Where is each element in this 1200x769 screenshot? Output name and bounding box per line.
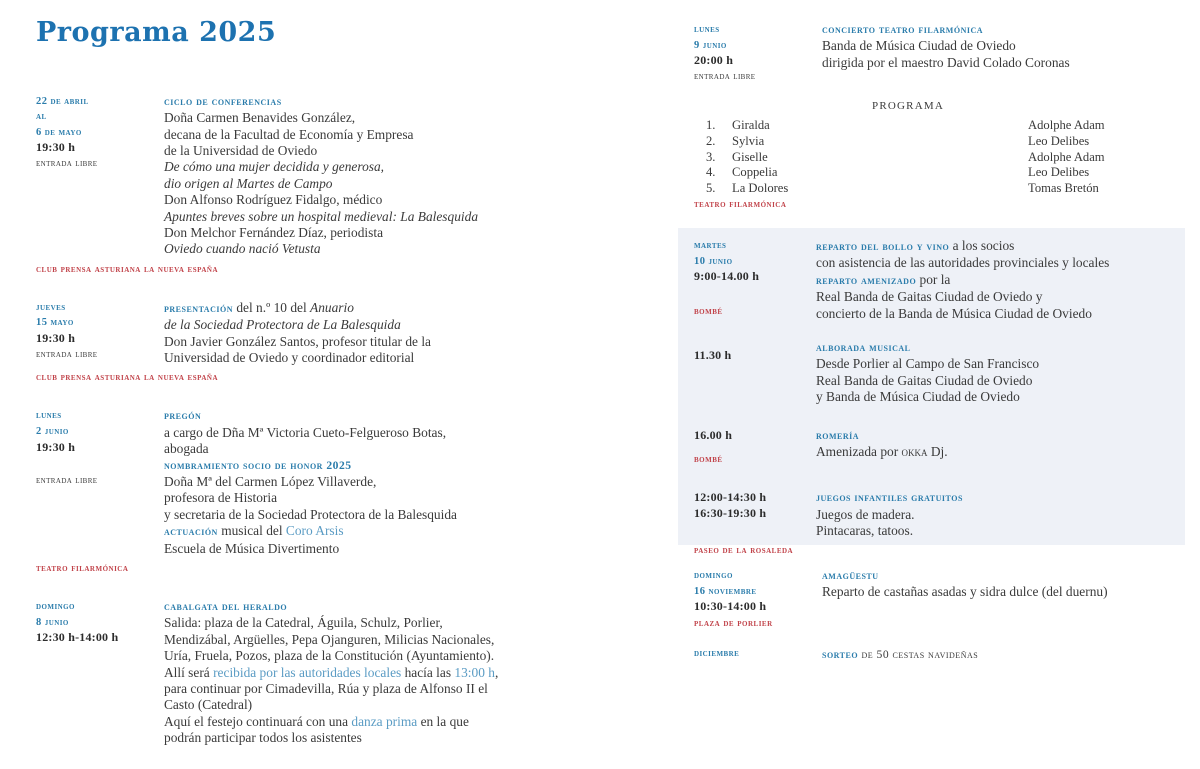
venue-label: club prensa asturiana la nueva españa bbox=[36, 263, 219, 275]
list-item bbox=[706, 165, 1174, 181]
event-detail: Doña Mª del Carmen López Villaverde, bbox=[164, 474, 377, 489]
entry-row bbox=[694, 22, 1174, 84]
entry-when bbox=[36, 300, 164, 362]
list-item bbox=[706, 181, 1174, 197]
event-heading: presentación bbox=[164, 301, 233, 315]
date-line: jueves bbox=[36, 301, 66, 313]
list-item bbox=[706, 118, 1174, 134]
event-heading: reparto del bollo y vino bbox=[816, 240, 950, 253]
page-title: Programa 2025 bbox=[36, 17, 277, 48]
event-heading-rest: de 50 cestas navideñas bbox=[858, 647, 979, 661]
event-detail: Mendizábal, Argüelles, Pepa Ojanguren, Milicias Nacionales, bbox=[164, 631, 495, 647]
event-block-concierto-filarmonica bbox=[694, 22, 1174, 213]
event-heading: alborada musical bbox=[816, 341, 911, 355]
event-detail: abogada bbox=[164, 441, 209, 457]
entry-row bbox=[694, 646, 1174, 663]
date-line: 6 de mayo bbox=[36, 126, 82, 138]
entry-row bbox=[694, 428, 1188, 469]
actuacion-label: actuación bbox=[164, 525, 218, 539]
entry-row bbox=[36, 300, 636, 367]
entry-what bbox=[164, 408, 636, 557]
event-detail: podrán participar todos los asistentes bbox=[164, 730, 362, 746]
entry-when bbox=[694, 646, 822, 662]
entry-when bbox=[36, 408, 164, 488]
event-detail: dirigida por el maestro David Colado Coronas bbox=[822, 54, 1070, 70]
spacer bbox=[694, 472, 1188, 490]
entry-free-label: entrada libre bbox=[694, 70, 756, 82]
date-line: 2 junio bbox=[36, 425, 69, 437]
event-detail: con asistencia de las autoridades provinciales y locales bbox=[816, 255, 1110, 271]
spacer bbox=[694, 285, 816, 303]
event-detail-mixed bbox=[164, 714, 636, 730]
item-number: 4. bbox=[706, 165, 716, 180]
date-line: 15 mayo bbox=[36, 317, 74, 329]
detail-part: Dj. bbox=[927, 444, 948, 460]
time-line: 9:00-14.00 h bbox=[694, 269, 760, 284]
item-composer: Leo Delibes bbox=[1028, 165, 1090, 180]
event-heading-rest: a los socios bbox=[949, 238, 1015, 253]
entry-when bbox=[694, 428, 816, 469]
time-line: 11.30 h bbox=[694, 348, 732, 363]
event-block-pregon bbox=[36, 408, 636, 577]
event-detail: Doña Carmen Benavides González, bbox=[164, 110, 356, 126]
item-work: Sylvia bbox=[732, 133, 765, 148]
event-detail-italic: de la Sociedad Protectora de La Balesquida bbox=[164, 317, 401, 333]
event-detail: Uría, Fruela, Pozos, plaza de la Constitución (Ayuntamiento). bbox=[164, 648, 495, 664]
time-line: 19:30 h bbox=[36, 140, 76, 155]
spacer bbox=[694, 410, 1188, 428]
event-block-alborada-musical bbox=[694, 340, 1188, 406]
date-line: al bbox=[36, 111, 47, 123]
spacer bbox=[694, 326, 1188, 340]
event-block-juegos-infantiles bbox=[694, 490, 1188, 559]
entry-row bbox=[694, 490, 1188, 539]
time-line: 12:30 h-14:00 h bbox=[36, 630, 119, 645]
event-block-sorteo-diciembre bbox=[694, 646, 1174, 663]
event-block-cabalgata-heraldo bbox=[36, 599, 636, 747]
event-detail-mixed bbox=[816, 444, 1188, 460]
entry-when bbox=[36, 94, 164, 172]
date-line: 9 junio bbox=[694, 39, 727, 51]
event-detail: Don Melchor Fernández Díaz, periodista bbox=[164, 224, 384, 240]
date-line: diciembre bbox=[694, 647, 740, 659]
entry-what bbox=[822, 22, 1174, 71]
venue-label: bombé bbox=[694, 305, 723, 317]
event-detail-italic: Oviedo cuando nació Vetusta bbox=[164, 241, 321, 257]
event-heading: ciclo de conferencias bbox=[164, 94, 282, 108]
time-line: 19:30 h bbox=[36, 330, 76, 345]
entry-free-label: entrada libre bbox=[36, 158, 98, 170]
event-detail: Don Alfonso Rodríguez Fidalgo, médico bbox=[164, 192, 383, 208]
entry-what bbox=[816, 428, 1188, 461]
item-work: Coppelia bbox=[732, 165, 778, 180]
entry-row bbox=[694, 568, 1174, 632]
item-work: Giralda bbox=[732, 118, 770, 133]
event-heading-mixed bbox=[822, 646, 1174, 663]
event-heading: amagüestu bbox=[822, 569, 879, 582]
detail-part: Amenizada por bbox=[816, 444, 902, 460]
entry-what bbox=[164, 300, 636, 367]
event-detail: Juegos de madera. bbox=[816, 506, 915, 522]
event-detail: Desde Porlier al Campo de San Francisco bbox=[816, 356, 1040, 372]
event-heading: pregón bbox=[164, 409, 202, 423]
event-detail: Universidad de Oviedo y coordinador editorial bbox=[164, 349, 415, 365]
event-detail: Real Banda de Gaitas Ciudad de Oviedo y bbox=[816, 289, 1043, 305]
entry-what bbox=[816, 340, 1188, 406]
event-detail-actuacion bbox=[164, 523, 636, 540]
event-detail: de la Universidad de Oviedo bbox=[164, 142, 318, 158]
venue-label: paseo de la rosaleda bbox=[694, 545, 794, 557]
event-detail: Don Javier González Santos, profesor titular de la bbox=[164, 333, 431, 349]
event-detail: y Banda de Música Ciudad de Oviedo bbox=[816, 389, 1020, 405]
entry-when bbox=[36, 599, 164, 646]
spacer bbox=[694, 443, 816, 451]
programa-label: PROGRAMA bbox=[872, 100, 944, 113]
danza-prima-highlight: danza prima bbox=[351, 713, 418, 729]
event-detail: Real Banda de Gaitas Ciudad de Oviedo bbox=[816, 372, 1033, 388]
date-line: lunes bbox=[36, 410, 62, 422]
entry-what bbox=[816, 490, 1188, 539]
entry-what bbox=[164, 599, 636, 747]
event-detail: concierto de la Banda de Música Ciudad de Oviedo bbox=[816, 305, 1092, 321]
entry-when bbox=[694, 490, 816, 521]
item-composer: Adolphe Adam bbox=[1028, 149, 1105, 164]
date-line: domingo bbox=[694, 570, 733, 581]
event-detail: para continuar por Cimadevilla, Rúa y plaza de Alfonso II el bbox=[164, 681, 488, 697]
event-block-ciclo-conferencias bbox=[36, 94, 636, 278]
event-block-amaguestu bbox=[694, 568, 1174, 632]
event-detail: Reparto de castañas asadas y sidra dulce (del duernu) bbox=[822, 584, 1108, 600]
event-detail-italic: dio origen al Martes de Campo bbox=[164, 175, 333, 191]
entry-what bbox=[164, 94, 636, 258]
event-heading: romería bbox=[816, 428, 860, 442]
date-line: 22 de abril bbox=[36, 95, 89, 107]
right-column-lower bbox=[694, 568, 1174, 677]
event-heading: cabalgata del heraldo bbox=[164, 600, 288, 614]
event-detail: Banda de Música Ciudad de Oviedo bbox=[822, 38, 1016, 54]
entry-row bbox=[36, 599, 636, 747]
entry-what bbox=[822, 568, 1174, 601]
event-block-romeria bbox=[694, 428, 1188, 469]
event-detail: profesora de Historia bbox=[164, 490, 278, 506]
date-line: 10 junio bbox=[694, 255, 733, 267]
time-line: 10:30-14:00 h bbox=[694, 599, 767, 614]
detail-part: hacía las bbox=[401, 664, 455, 680]
event-heading-mixed bbox=[164, 300, 636, 317]
entry-free-label: entrada libre bbox=[36, 475, 98, 487]
entry-when bbox=[694, 238, 816, 320]
event-heading-secondary: reparto amenizado bbox=[816, 273, 917, 287]
entry-row bbox=[36, 94, 636, 258]
item-number: 1. bbox=[706, 118, 716, 133]
entry-when bbox=[694, 22, 822, 84]
date-line: 8 junio bbox=[36, 616, 69, 628]
item-number: 3. bbox=[706, 149, 716, 164]
event-heading-italic: Anuario bbox=[310, 299, 354, 315]
event-detail: Escuela de Música Divertimento bbox=[164, 540, 340, 556]
dj-name: okka bbox=[901, 445, 928, 460]
right-column bbox=[694, 22, 1174, 227]
date-line: domingo bbox=[36, 601, 75, 613]
event-detail-mixed bbox=[164, 665, 636, 681]
event-heading: juegos infantiles gratuitos bbox=[816, 491, 963, 505]
event-block-presentacion-anuario bbox=[36, 300, 636, 387]
detail-part: , bbox=[494, 664, 499, 680]
item-work: Giselle bbox=[732, 149, 768, 164]
time-line: 20:00 h bbox=[694, 53, 734, 68]
venue-label: teatro filarmónica bbox=[36, 563, 129, 575]
event-detail: Pintacaras, tatoos. bbox=[816, 523, 914, 539]
event-detail: Casto (Catedral) bbox=[164, 697, 253, 713]
event-heading-secondary: nombramiento socio de honor 2025 bbox=[164, 458, 352, 472]
actuacion-mid: musical del bbox=[217, 523, 286, 539]
event-detail-italic: De cómo una mujer decidida y generosa, bbox=[164, 159, 385, 175]
left-column bbox=[36, 18, 636, 769]
autoridades-highlight: recibida por las autoridades locales bbox=[213, 664, 402, 680]
event-heading: sorteo bbox=[822, 647, 859, 661]
event-heading-mixed bbox=[816, 272, 1188, 289]
list-item bbox=[706, 134, 1174, 150]
event-block-reparto-bollo bbox=[694, 238, 1188, 322]
panel-content bbox=[694, 238, 1188, 559]
entry-what bbox=[822, 646, 1174, 663]
entry-free-label: entrada libre bbox=[36, 348, 98, 360]
event-heading-rest: del n.º 10 del bbox=[232, 299, 311, 315]
venue-label: teatro filarmónica bbox=[694, 199, 787, 211]
detail-part: Aquí el festejo continuará con una bbox=[164, 713, 352, 729]
entry-row bbox=[36, 408, 636, 557]
item-composer: Adolphe Adam bbox=[1028, 118, 1105, 133]
item-work: La Dolores bbox=[732, 180, 789, 195]
event-detail: Salida: plaza de la Catedral, Águila, Schulz, Porlier, bbox=[164, 615, 443, 631]
concert-program-list bbox=[694, 118, 1174, 196]
entry-when bbox=[694, 568, 822, 632]
event-heading-mixed bbox=[816, 238, 1188, 255]
time-line: 16:30-19:30 h bbox=[694, 505, 767, 520]
entry-what bbox=[816, 238, 1188, 322]
entry-row bbox=[694, 238, 1188, 322]
venue-label: plaza de porlier bbox=[694, 617, 773, 629]
entry-row bbox=[694, 340, 1188, 406]
coro-arsis-link[interactable]: Coro Arsis bbox=[285, 523, 344, 539]
date-line: lunes bbox=[694, 24, 720, 35]
date-line: 16 noviembre bbox=[694, 585, 757, 597]
entry-when bbox=[694, 340, 816, 364]
list-item bbox=[706, 150, 1174, 166]
detail-part: en la que bbox=[417, 713, 469, 729]
item-composer: Leo Delibes bbox=[1028, 133, 1090, 148]
venue-label: bombé bbox=[694, 454, 723, 466]
time-line: 19:30 h bbox=[36, 439, 76, 454]
time-line: 16.00 h bbox=[694, 427, 733, 442]
highlighted-panel-martes-bollo bbox=[678, 228, 1185, 557]
time-line: 12:00-14:30 h bbox=[694, 490, 767, 505]
item-number: 5. bbox=[706, 180, 716, 195]
event-detail: a cargo de Dña Mª Victoria Cueto-Felgueroso Botas, bbox=[164, 424, 447, 440]
event-detail: y secretaria de la Sociedad Protectora de la Balesquida bbox=[164, 506, 457, 522]
item-number: 2. bbox=[706, 133, 716, 148]
spacer bbox=[36, 455, 164, 473]
item-composer: Tomas Bretón bbox=[1028, 180, 1099, 195]
event-detail: decana de la Facultad de Economía y Empresa bbox=[164, 126, 414, 142]
detail-part: Allí será bbox=[164, 664, 214, 680]
event-heading: concierto teatro filarmónica bbox=[822, 23, 984, 36]
event-detail-italic: Apuntes breves sobre un hospital medieval: La Balesquida bbox=[164, 208, 479, 224]
date-line: martes bbox=[694, 240, 727, 251]
venue-label: club prensa asturiana la nueva españa bbox=[36, 372, 219, 384]
spacer bbox=[694, 340, 816, 348]
event-heading-rest: por la bbox=[916, 271, 951, 287]
time-highlight: 13:00 h bbox=[454, 664, 495, 680]
